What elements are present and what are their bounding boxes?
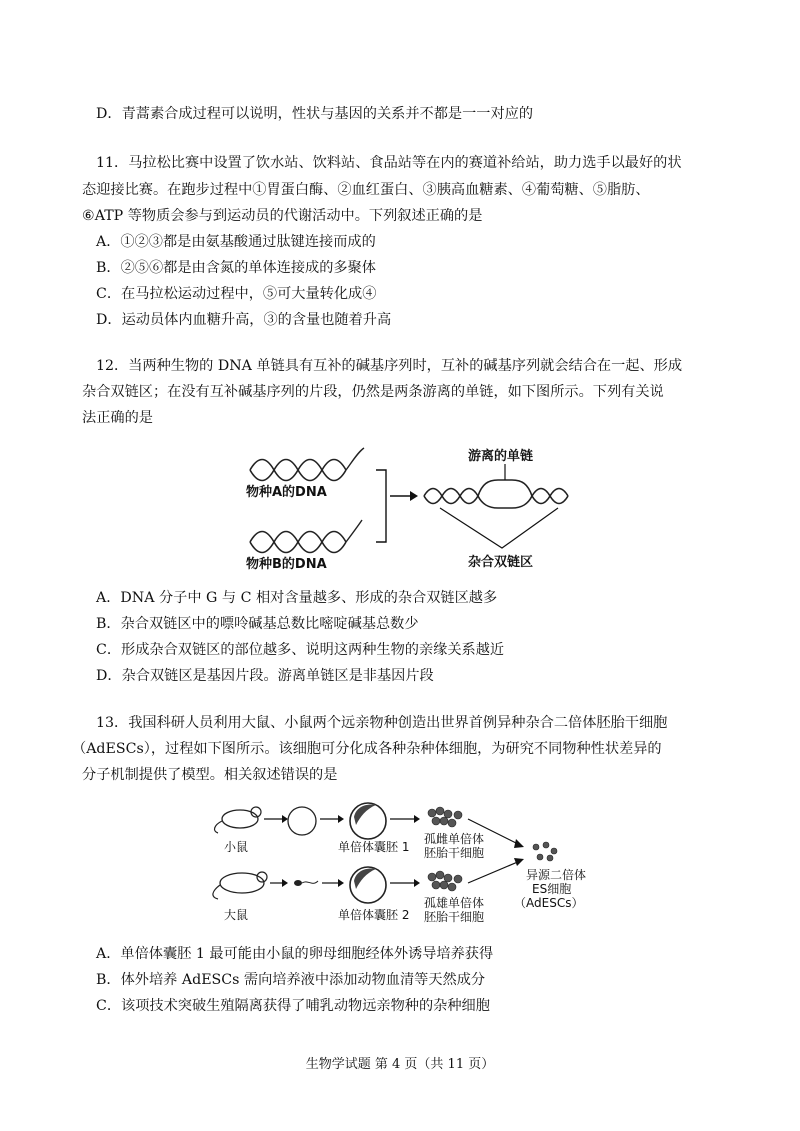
q13-option-b: B．体外培养 AdESCs 需向培养液中添加动物血清等天然成分 bbox=[96, 972, 486, 988]
oocyte-icon bbox=[288, 807, 316, 835]
result-label-line-2: ES细胞 bbox=[532, 882, 572, 896]
hybrid-strand-4 bbox=[532, 489, 568, 504]
dna-hybrid-figure bbox=[240, 440, 580, 580]
q12-stem-line-2: 杂合双链区；在没有互补碱基序列的片段，仍然是两条游离的单链，如下图所示。下列有关说 bbox=[82, 384, 664, 400]
ah-label-line-1: 孤雄单倍体 bbox=[424, 896, 485, 910]
result-label-line-1: 异源二倍体 bbox=[526, 868, 587, 882]
bracket bbox=[376, 470, 386, 542]
result-label-line-3: （AdESCs） bbox=[514, 896, 584, 910]
free-loop-bottom bbox=[478, 496, 532, 508]
page-footer: 生物学试题 第 4 页（共 11 页） bbox=[305, 1057, 495, 1072]
blastocyst-2-icon bbox=[350, 867, 386, 903]
q13-stem-line-3: 分子机制提供了模型。相关叙述错误的是 bbox=[82, 767, 338, 783]
ph-label-line-1: 孤雌单倍体 bbox=[424, 832, 485, 846]
rat-label: 大鼠 bbox=[224, 908, 249, 922]
q13-option-c: C．该项技术突破生殖隔离获得了哺乳动物远亲物种的杂种细胞 bbox=[96, 998, 490, 1014]
mouse-icon bbox=[215, 807, 261, 833]
free-loop-top bbox=[478, 480, 532, 496]
q12-option-a: A．DNA 分子中 G 与 C 相对含量越多、形成的杂合双链区越多 bbox=[96, 590, 498, 606]
free-strand-label: 游离的单链 bbox=[468, 449, 534, 464]
ph-label-line-2: 胚胎干细胞 bbox=[424, 846, 485, 860]
adescs-cells-icon bbox=[533, 842, 557, 861]
q13-option-a: A．单倍体囊胚 1 最可能由小鼠的卵母细胞经体外诱导培养获得 bbox=[96, 946, 494, 962]
q11-option-d: D．运动员体内血糖升高，③的含量也随着升高 bbox=[96, 312, 392, 328]
q12-option-c: C．形成杂合双链区的部位越多、说明这两种生物的亲缘关系越近 bbox=[96, 642, 505, 658]
ph-cells-icon bbox=[428, 807, 462, 827]
species-a-label: 物种A的DNA bbox=[246, 485, 327, 500]
sperm-icon bbox=[294, 880, 318, 886]
arrow-ah-to-result bbox=[468, 861, 520, 883]
species-b-strand-2 bbox=[250, 532, 346, 553]
arrow-head bbox=[410, 491, 418, 501]
q11-stem-line-3: ⑥ATP 等物质会参与到运动员的代谢活动中。下列叙述正确的是 bbox=[82, 208, 483, 224]
q11-stem-line-2: 态迎接比赛。在跑步过程中①胃蛋白酶、②血红蛋白、③胰高血糖素、④葡萄糖、⑤脂肪、 bbox=[82, 182, 650, 198]
species-a-strand-2 bbox=[250, 460, 346, 481]
ah-label-line-2: 胚胎干细胞 bbox=[424, 910, 485, 924]
q13-stem-line-1: 13．我国科研人员利用大鼠、小鼠两个远亲物种创造出世界首例异种杂合二倍体胚胎干细胞 bbox=[96, 715, 668, 731]
q12-stem-line-3: 法正确的是 bbox=[82, 410, 153, 426]
ah-cells-icon bbox=[428, 871, 462, 891]
rat-icon bbox=[213, 872, 267, 899]
blastocyst-1-icon bbox=[350, 803, 386, 839]
q12-option-d: D．杂合双链区是基因片段。游离单链区是非基因片段 bbox=[96, 668, 434, 684]
species-b-label: 物种B的DNA bbox=[246, 557, 327, 572]
blastocyst-1-label: 单倍体囊胚 1 bbox=[338, 840, 410, 854]
mouse-label: 小鼠 bbox=[224, 840, 249, 854]
adescs-process-figure bbox=[210, 795, 610, 935]
q11-stem-line-1: 11．马拉松比赛中设置了饮水站、饮料站、食品站等在内的赛道补给站，助力选手以最好的状 bbox=[96, 155, 682, 171]
q11-option-c: C．在马拉松运动过程中，⑤可大量转化成④ bbox=[96, 286, 377, 302]
species-b-tail bbox=[346, 520, 362, 542]
hybrid-strand-1 bbox=[424, 489, 478, 504]
q12-option-b: B．杂合双链区中的嘌呤碱基总数比嘧啶碱基总数少 bbox=[96, 616, 419, 632]
q12-stem-line-1: 12．当两种生物的 DNA 单链具有互补的碱基序列时，互补的碱基序列就会结合在一起、形成 bbox=[96, 358, 683, 374]
blastocyst-2-label: 单倍体囊胚 2 bbox=[338, 908, 410, 922]
q11-option-b: B．②⑤⑥都是由含氮的单体连接成的多聚体 bbox=[96, 260, 376, 276]
hybrid-strand-2 bbox=[424, 489, 478, 504]
hybrid-pointer bbox=[440, 508, 558, 548]
q13-stem-line-2: （AdESCs），过程如下图所示。该细胞可分化成各种杂种体细胞，为研究不同物种性状差异的 bbox=[72, 741, 662, 757]
species-a-tail bbox=[346, 448, 364, 470]
hybrid-region-label: 杂合双链区 bbox=[468, 555, 534, 570]
q10-option-d: D．青蒿素合成过程可以说明，性状与基因的关系并不都是一一对应的 bbox=[96, 106, 534, 122]
q11-option-a: A．①②③都是由氨基酸通过肽键连接而成的 bbox=[96, 234, 376, 250]
